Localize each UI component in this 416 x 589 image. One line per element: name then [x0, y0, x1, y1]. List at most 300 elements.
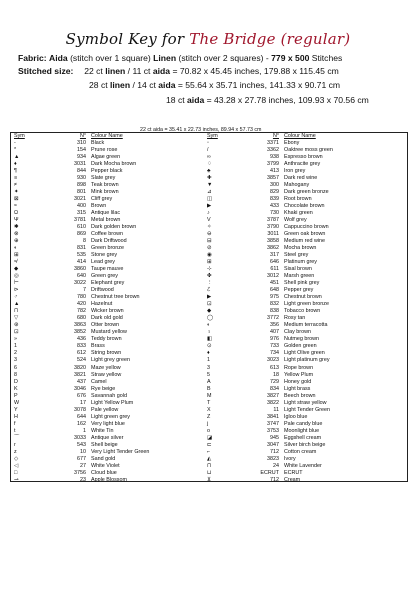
table-row [207, 175, 404, 182]
symbol-cell: ♂ [14, 294, 19, 301]
table-row [14, 343, 211, 350]
colour-name-cell: Pale yellow [91, 406, 119, 413]
stitch-count: 779 x 500 [271, 53, 310, 63]
symbol-cell: ⊡ [207, 301, 212, 308]
table-row [207, 252, 404, 259]
colour-name-cell: Lead grey [91, 259, 115, 266]
fabric-aida-note: (stitch over 1 square) [70, 53, 151, 63]
symbol-cell: ⊳ [14, 287, 19, 294]
table-row [14, 414, 211, 421]
colour-name-cell: Nutmeg brown [284, 336, 320, 343]
size-row-22ct [18, 66, 339, 76]
table-row [14, 252, 211, 259]
symbol-cell: ♣ [207, 168, 211, 175]
number-cell: 162 [77, 420, 86, 427]
colour-name-cell: Teddy brown [91, 336, 122, 343]
number-cell: 3823 [267, 455, 279, 462]
colour-name-cell: Silver birch beige [284, 441, 326, 448]
table-row [14, 400, 211, 407]
number-cell: 3756 [74, 469, 86, 476]
symbol-cell: j [207, 420, 209, 427]
header-sym: Sym [207, 133, 218, 139]
symbol-cell: ◫ [207, 196, 213, 203]
left-column [14, 133, 211, 484]
symbol-cell: » [14, 336, 17, 343]
symbol-cell: ⊡ [14, 329, 19, 336]
header-num: N° [272, 133, 279, 139]
symbol-cell: ◁ [14, 462, 19, 469]
table-row [14, 224, 211, 231]
symbol-cell: ▽ [14, 315, 19, 322]
number-cell: 3371 [267, 140, 279, 146]
symbol-cell: ◇ [14, 455, 19, 462]
number-cell: 3031 [74, 161, 86, 168]
number-cell: 646 [270, 259, 279, 266]
colour-name-cell: Anthracite grey [284, 161, 321, 168]
number-cell: 3011 [267, 231, 279, 238]
number-cell: 317 [270, 252, 279, 259]
colour-name-cell: White Violet [91, 462, 120, 469]
size-count: 28 ct [89, 80, 108, 90]
symbol-cell: ♪ [207, 210, 210, 217]
symbol-cell: ▲ [14, 301, 20, 308]
table-row [207, 400, 404, 407]
header-name: Colour Name [284, 133, 316, 139]
symbol-cell: ≈ [14, 203, 17, 210]
table-row [207, 435, 404, 442]
symbol-cell: ◐ [14, 245, 18, 252]
number-cell: 3046 [74, 385, 86, 392]
colour-name-cell: Slate grey [91, 175, 116, 182]
table-row [207, 266, 404, 273]
table-row [207, 147, 404, 154]
symbol-cell: W [14, 399, 20, 406]
table-row [14, 435, 211, 442]
number-cell: 10 [80, 448, 86, 455]
table-row [207, 245, 404, 252]
table-row [14, 372, 211, 379]
symbol-cell: ◯ [207, 315, 214, 322]
table-row [207, 456, 404, 463]
colour-name-cell: Rope brown [284, 364, 314, 371]
fabric-line [18, 53, 342, 63]
symbol-cell: ◦ [207, 140, 209, 146]
table-row [14, 140, 211, 147]
size-dimensions: = 70.82 x 45.45 inches, 179.88 x 115.45 cm [172, 66, 339, 76]
symbol-cell: T [207, 399, 211, 406]
number-cell: 733 [270, 343, 279, 350]
colour-name-cell: Wolf grey [284, 217, 307, 224]
size-dimensions: = 43.28 x 27.78 inches, 109.93 x 70.56 cm [206, 95, 369, 105]
table-row [14, 301, 211, 308]
number-cell: 644 [77, 413, 86, 420]
symbol-cell: ⊞ [14, 252, 19, 259]
colour-name-cell: Yellow Plum [284, 371, 314, 378]
symbol-cell: ⊻ [207, 476, 211, 483]
colour-name-cell: Pale candy blue [284, 420, 323, 427]
symbol-cell: ∞ [207, 154, 211, 161]
header-name: Colour Name [91, 133, 123, 139]
number-cell: 3772 [267, 315, 279, 322]
size-dimensions: = 55.64 x 35.71 inches, 141.33 x 90.71 cm [177, 80, 341, 90]
symbol-cell: ✚ [207, 175, 212, 182]
symbol-cell: ≉ [14, 259, 17, 266]
symbol-cell: ◪ [207, 434, 213, 441]
table-row [207, 203, 404, 210]
symbol-cell: f [14, 420, 16, 427]
colour-name-cell: Moonlight blue [284, 427, 320, 434]
colour-name-cell: Cliff grey [91, 196, 113, 203]
colour-name-cell: Honey gold [284, 378, 312, 385]
table-header [207, 133, 404, 140]
colour-name-cell: Mustard yellow [91, 329, 127, 336]
number-cell: 414 [77, 259, 86, 266]
table-row [14, 350, 211, 357]
colour-name-cell: Ebony [284, 140, 300, 146]
colour-name-cell: Light green bronze [284, 301, 329, 308]
title-design-name: The Bridge (regular) [189, 30, 351, 48]
table-row [207, 421, 404, 428]
symbol-cell: 5 [207, 371, 210, 378]
number-cell: 300 [270, 182, 279, 189]
number-cell: 24 [273, 462, 279, 469]
colour-name-cell: Taupe mauve [91, 266, 124, 273]
number-cell: 3852 [74, 329, 86, 336]
symbol-cell: ⊹ [207, 266, 212, 273]
colour-name-cell: Straw yellow [91, 371, 122, 378]
table-row [14, 182, 211, 189]
colour-name-cell: Light Tender Green [284, 406, 331, 413]
symbol-cell: ♦ [14, 161, 17, 168]
table-row [207, 315, 404, 322]
symbol-cell: t [14, 427, 16, 434]
colour-name-cell: Mahogany [284, 182, 310, 189]
number-cell: 1 [83, 427, 86, 434]
colour-name-cell: Ivory [284, 455, 296, 462]
number-cell: 640 [77, 273, 86, 280]
number-cell: 23 [80, 476, 86, 483]
symbol-key-table [10, 132, 408, 482]
symbol-cell: K [14, 385, 18, 392]
table-row [14, 477, 211, 484]
colour-name-cell: Dark red wine [284, 175, 318, 182]
colour-name-cell: Clay brown [284, 329, 311, 336]
table-row [14, 189, 211, 196]
number-cell: 3362 [267, 147, 279, 154]
colour-name-cell: Dark old gold [91, 315, 123, 322]
number-cell: 833 [77, 343, 86, 350]
colour-name-cell: Savannah gold [91, 392, 127, 399]
table-row [14, 266, 211, 273]
header-sym: Sym [14, 133, 25, 139]
number-cell: 420 [77, 301, 86, 308]
number-cell: 648 [270, 287, 279, 294]
symbol-cell: 6 [14, 364, 17, 371]
number-cell: 730 [270, 210, 279, 217]
symbol-cell: ⊛ [14, 322, 19, 329]
symbol-cell: ⊸ [14, 476, 19, 483]
number-cell: 729 [270, 378, 279, 385]
table-row [207, 357, 404, 364]
number-cell: 437 [77, 378, 86, 385]
number-cell: 154 [77, 147, 86, 154]
colour-name-cell: Mink brown [91, 189, 119, 196]
table-row [14, 308, 211, 315]
colour-name-cell: Light Yellow Plum [91, 399, 134, 406]
number-cell: 712 [270, 448, 279, 455]
colour-name-cell: Golden green [284, 343, 317, 350]
number-cell: 3023 [267, 357, 279, 364]
symbol-cell: ⊗ [14, 231, 19, 238]
symbol-cell: ⊏ [207, 441, 212, 448]
table-row [14, 421, 211, 428]
number-cell: 436 [77, 336, 86, 343]
table-row [207, 470, 404, 477]
number-cell: 838 [270, 308, 279, 315]
table-row [14, 357, 211, 364]
number-cell: 543 [77, 441, 86, 448]
number-cell: 3821 [74, 371, 86, 378]
number-cell: 3857 [267, 175, 279, 182]
symbol-cell: 8 [14, 371, 17, 378]
colour-name-cell: Teak brown [91, 182, 119, 189]
fabric-linen-note: (stitch over 2 squares) - [178, 53, 269, 63]
table-row [207, 449, 404, 456]
colour-name-cell: Light straw yellow [284, 399, 327, 406]
symbol-cell: 1 [14, 343, 17, 350]
colour-name-cell: Shell pink grey [284, 280, 320, 287]
page-title [0, 30, 416, 48]
symbol-cell: ⊓ [207, 462, 212, 469]
number-cell: 524 [77, 357, 86, 364]
number-cell: 975 [270, 294, 279, 301]
symbol-cell: Y [14, 406, 18, 413]
colour-name-cell: Driftwood [91, 287, 114, 294]
table-row [14, 322, 211, 329]
colour-name-cell: Medium red wine [284, 238, 326, 245]
table-row [207, 414, 404, 421]
symbol-cell: ⊞ [207, 259, 212, 266]
number-cell: 3860 [74, 266, 86, 273]
symbol-cell: ▲ [14, 154, 20, 161]
table-row [14, 456, 211, 463]
symbol-cell: ✤ [207, 273, 212, 280]
colour-name-cell: Light green grey [91, 413, 130, 420]
number-cell: 18 [273, 371, 279, 378]
number-cell: 3863 [74, 322, 86, 329]
table-row [14, 470, 211, 477]
symbol-cell: o [207, 427, 210, 434]
colour-name-cell: White Lavender [284, 462, 322, 469]
size-small-note: 22 ct aida = 35.41 x 22.73 inches, 89.94 x 57.73 cm [140, 127, 262, 133]
symbol-cell: ◆ [207, 308, 212, 315]
number-cell: 413 [270, 168, 279, 175]
number-cell: 782 [77, 308, 86, 315]
colour-name-cell: Coffee brown [91, 231, 123, 238]
symbol-cell: H [14, 413, 18, 420]
number-cell: 400 [77, 203, 86, 210]
table-row [207, 407, 404, 414]
table-row [207, 196, 404, 203]
fabric-aida: Aida [49, 53, 68, 63]
table-row [207, 308, 404, 315]
size-fabric-2: aida [152, 66, 171, 76]
symbol-cell: ▼ [207, 182, 213, 189]
table-row [207, 280, 404, 287]
colour-name-cell: Light platinum grey [284, 357, 330, 364]
symbol-cell: ♦ [207, 350, 210, 357]
colour-name-cell: Oaktree moss green [284, 147, 333, 154]
symbol-cell: ◎ [14, 273, 19, 280]
colour-name-cell: Camel [91, 378, 107, 385]
table-row [207, 322, 404, 329]
colour-name-cell: Rosy tan [284, 315, 306, 322]
table-row [207, 168, 404, 175]
colour-name-cell: Beech brown [284, 392, 316, 399]
colour-name-cell: Dark green bronze [284, 189, 329, 196]
symbol-cell: D [14, 378, 18, 385]
colour-name-cell: ECRUT [284, 469, 303, 476]
colour-name-cell: Elephant grey [91, 280, 125, 287]
symbol-cell: P [14, 392, 18, 399]
colour-name-cell: Metal brown [91, 217, 121, 224]
colour-name-cell: Rye beige [91, 385, 116, 392]
number-cell: 3047 [267, 441, 279, 448]
symbol-cell: ⌒ [14, 434, 20, 441]
number-cell: 3820 [74, 364, 86, 371]
colour-name-cell: Hazelnut [91, 301, 113, 308]
colour-name-cell: Brass [91, 343, 105, 350]
table-row [207, 294, 404, 301]
symbol-cell: Ψ [14, 217, 19, 224]
colour-name-cell: Cappuccino brown [284, 224, 329, 231]
number-cell: 832 [270, 301, 279, 308]
number-cell: 3858 [267, 238, 279, 245]
colour-name-cell: Sisal brown [284, 266, 312, 273]
number-cell: 7 [83, 287, 86, 294]
symbol-cell: ⊟ [207, 238, 212, 245]
number-cell: 930 [77, 175, 86, 182]
symbol-cell: * [14, 147, 17, 154]
colour-name-cell: Igloo blue [284, 413, 308, 420]
number-cell: 3753 [267, 427, 279, 434]
number-cell: 801 [77, 189, 86, 196]
table-row [207, 343, 404, 350]
colour-name-cell: Prune rose [91, 147, 118, 154]
number-cell: 11 [273, 406, 279, 413]
colour-name-cell: Shell beige [91, 441, 118, 448]
table-row [207, 259, 404, 266]
colour-name-cell: Algae green [91, 154, 121, 161]
table-row [207, 273, 404, 280]
colour-name-cell: Green bronze [91, 245, 124, 252]
symbol-cell: ⊓ [14, 308, 19, 315]
symbol-cell: ✦ [14, 189, 19, 196]
number-cell: 8 [83, 238, 86, 245]
symbol-cell: ¶ [14, 168, 17, 175]
number-cell: 3799 [267, 161, 279, 168]
symbol-cell: ◆ [14, 266, 19, 273]
table-row [14, 203, 211, 210]
symbol-cell: ◧ [207, 336, 213, 343]
symbol-cell: ⊙ [207, 343, 212, 350]
colour-name-cell: Dark Driftwood [91, 238, 127, 245]
number-cell: 3841 [267, 413, 279, 420]
stitched-size-label: Stitched size: [18, 66, 74, 76]
table-row [207, 393, 404, 400]
size-fabric-1: aida [187, 95, 205, 105]
number-cell: 535 [77, 252, 86, 259]
table-row [14, 294, 211, 301]
table-row [14, 449, 211, 456]
table-row [14, 168, 211, 175]
number-cell: 3790 [267, 224, 279, 231]
table-header [14, 133, 211, 140]
table-row [207, 372, 404, 379]
symbol-cell: z [14, 448, 17, 455]
table-row [207, 336, 404, 343]
symbol-cell: ✱ [14, 224, 19, 231]
symbol-cell: ⊔ [207, 469, 212, 476]
symbol-cell: A [207, 378, 211, 385]
number-cell: 829 [270, 189, 279, 196]
table-row [207, 140, 404, 147]
number-cell: 407 [270, 329, 279, 336]
table-row [207, 238, 404, 245]
colour-name-cell: Very light blue [91, 420, 125, 427]
title-prefix: Symbol Key for [65, 30, 190, 48]
number-cell: 3787 [267, 217, 279, 224]
table-row [207, 231, 404, 238]
symbol-cell: ≡ [14, 175, 18, 182]
table-row [14, 238, 211, 245]
symbol-cell: ⊕ [14, 238, 19, 245]
number-cell: 734 [270, 350, 279, 357]
table-row [207, 287, 404, 294]
colour-name-cell: Dark Mocha brown [91, 161, 137, 168]
table-row [207, 379, 404, 386]
number-cell: 834 [270, 385, 279, 392]
number-cell: 3078 [74, 406, 86, 413]
table-row [14, 217, 211, 224]
table-row [207, 217, 404, 224]
colour-name-cell: Green grey [91, 273, 118, 280]
number-cell: 844 [77, 168, 86, 175]
number-cell: 3012 [267, 273, 279, 280]
size-fabric-2: aida [158, 80, 176, 90]
symbol-cell: B [207, 385, 211, 392]
colour-name-cell: Wicker brown [91, 308, 124, 315]
colour-name-cell: Antique lilac [91, 210, 121, 217]
table-row [207, 161, 404, 168]
number-cell: 831 [77, 245, 86, 252]
number-cell: 610 [77, 224, 86, 231]
table-row [207, 301, 404, 308]
table-row [14, 161, 211, 168]
symbol-cell: M [207, 392, 212, 399]
table-row [14, 393, 211, 400]
colour-name-cell: Marsh green [284, 273, 315, 280]
symbol-cell: 2 [14, 350, 17, 357]
symbol-cell: Ω [14, 210, 19, 217]
symbol-cell: ⌐ [207, 448, 211, 455]
colour-name-cell: Dark golden brown [91, 224, 137, 231]
table-row [207, 428, 404, 435]
fabric-label: Fabric: [18, 53, 47, 63]
table-row [14, 407, 211, 414]
table-row [207, 386, 404, 393]
colour-name-cell: Chocolate brown [284, 203, 325, 210]
